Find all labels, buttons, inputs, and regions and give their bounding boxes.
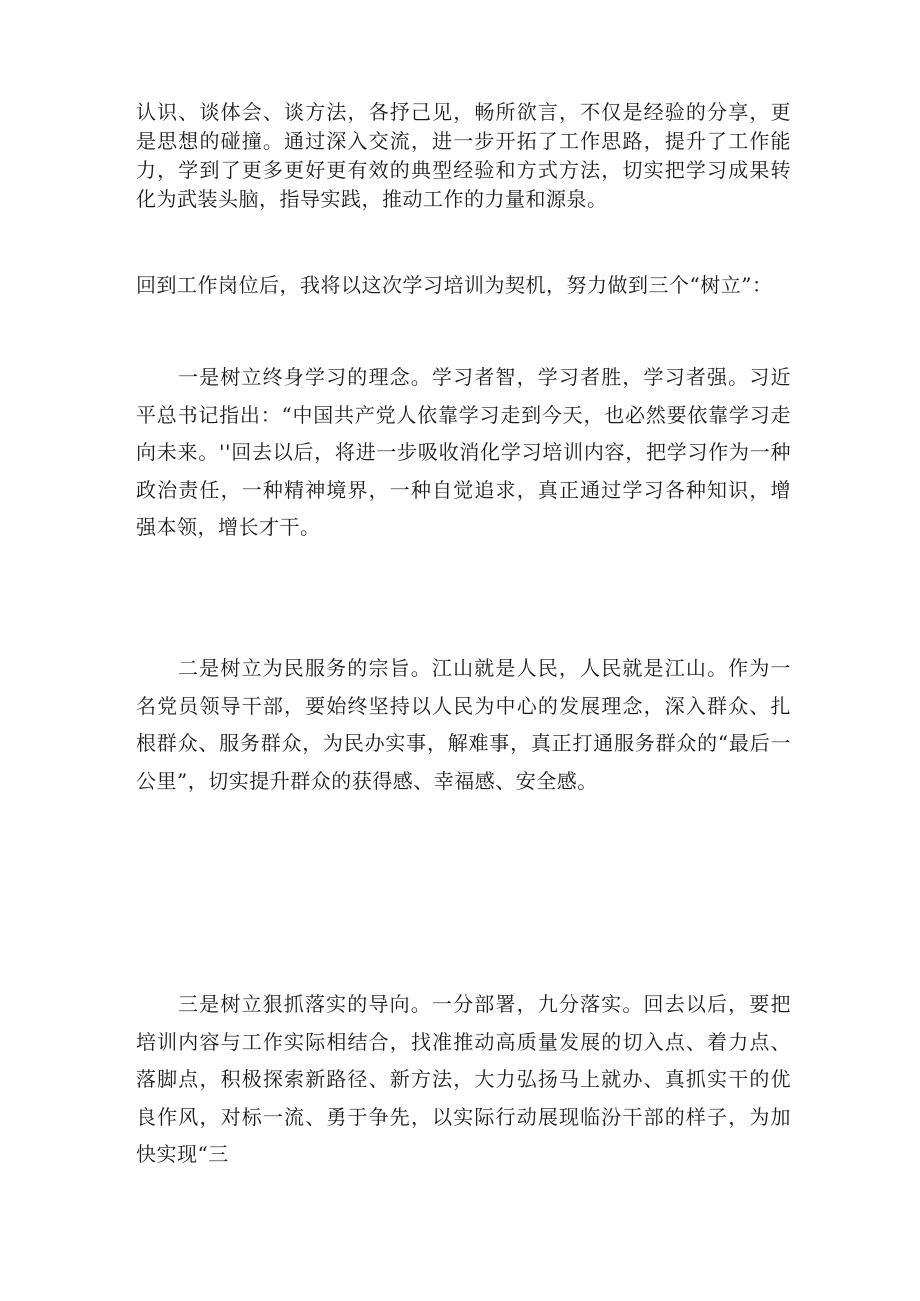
paragraph-serve-the-people: 二是树立为民服务的宗旨。江山就是人民，人民就是江山。作为一名党员领导干部，要始终坚持以人民为中心的发展理念，深入群众、扎根群众、服务群众，为民办实事，解难事，真正打通服务群众的“最后一公里”，切实提升群众的获得感、幸福感、安全感。 <box>136 656 791 793</box>
paragraph-exchange-summary: 认识、谈体会、谈方法，各抒己见，畅所欲言，不仅是经验的分享，更是思想的碰撞。通过深入交流，进一步开拓了工作思路，提升了工作能力，学到了更多更好更有效的典型经验和方式方法，切实把学习成果转化为武装头脑，指导实践，推动工作的力量和源泉。 <box>136 100 791 211</box>
paragraph-three-establishments-intro: 回到工作岗位后，我将以这次学习培训为契机，努力做到三个“树立”： <box>136 273 773 297</box>
paragraph-lifelong-learning: 一是树立终身学习的理念。学习者智，学习者胜，学习者强。习近平总书记指出：“中国共产党人依靠学习走到今天，也必然要依靠学习走向未来。''回去以后，将进一步吸收消化学习培训内容，把学习作为一种政治责任，一种精神境界，一种自觉追求，真正通过学习各种知识，增强本领，增长才干。 <box>136 365 791 539</box>
paragraph-implementation-orientation: 三是树立狠抓落实的导向。一分部署，九分落实。回去以后，要把培训内容与工作实际相结合，找准推动高质量发展的切入点、着力点、落脚点，积极探索新路径、新方法，大力弘扬马上就办、真抓实干的优良作风，对标一流、勇于争先，以实际行动展现临汾干部的样子，为加快实现“三 <box>136 992 791 1166</box>
